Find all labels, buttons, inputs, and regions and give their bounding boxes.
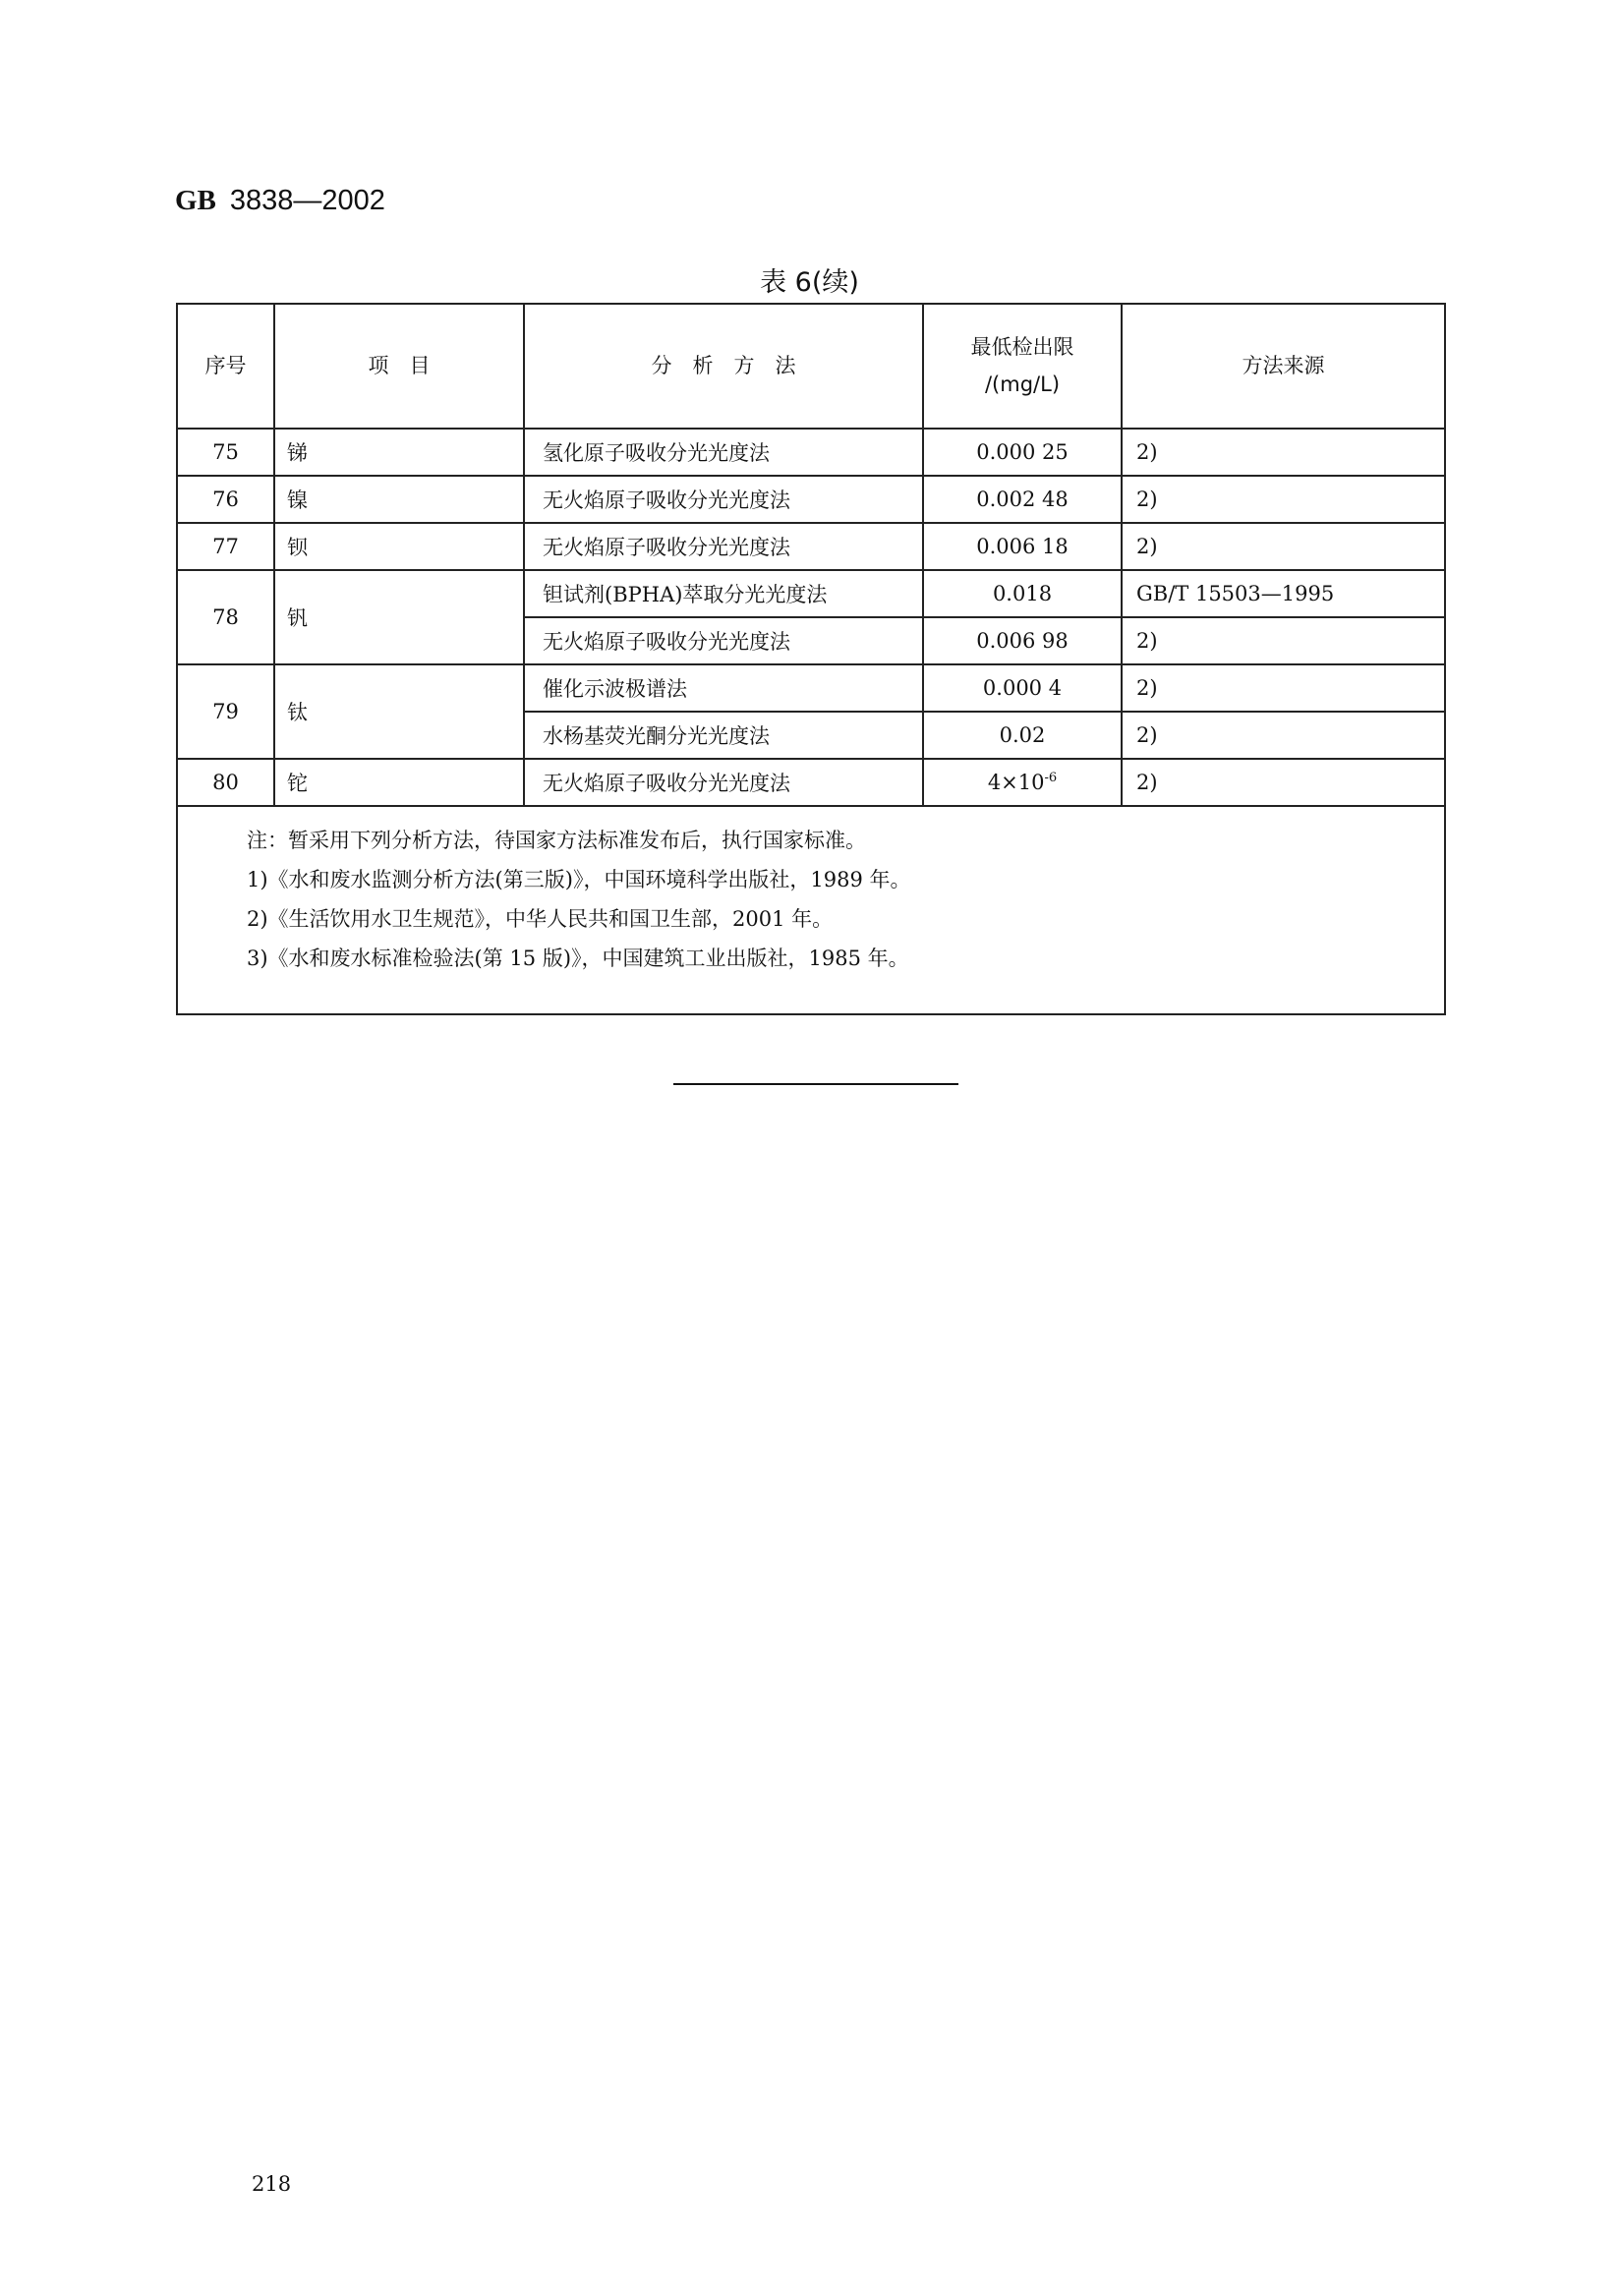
- limit-exponent: -6: [1044, 771, 1058, 785]
- cell-item: 钡: [274, 523, 524, 570]
- cell-method: 氢化原子吸收分光光度法: [524, 429, 923, 476]
- note-line: 2)《生活饮用水卫生规范》，中华人民共和国卫生部，2001 年。: [247, 907, 834, 931]
- cell-no: 78: [177, 570, 274, 664]
- table-notes: [177, 806, 1445, 1014]
- cell-source: GB/T 15503—1995: [1122, 570, 1445, 617]
- header-source: 方法来源: [1122, 304, 1445, 429]
- standard-number: 3838—2002: [229, 185, 385, 216]
- cell-method: 无火焰原子吸收分光光度法: [524, 523, 923, 570]
- cell-method: 水杨基荧光酮分光光度法: [524, 712, 923, 759]
- cell-method: 无火焰原子吸收分光光度法: [524, 759, 923, 806]
- table-row: [177, 759, 1445, 806]
- cell-item: 锑: [274, 429, 524, 476]
- header-method: 分 析 方 法: [524, 304, 923, 429]
- cell-item: 铊: [274, 759, 524, 806]
- header-item: 项 目: [274, 304, 524, 429]
- table-row: [177, 429, 1445, 476]
- cell-limit: 0.02: [923, 712, 1122, 759]
- table-row: [177, 476, 1445, 523]
- header-no: 序号: [177, 304, 274, 429]
- cell-limit: 0.000 4: [923, 664, 1122, 712]
- cell-method: 催化示波极谱法: [524, 664, 923, 712]
- limit-base: 4×10: [987, 771, 1045, 794]
- table-row: [177, 570, 1445, 617]
- header-limit-line1: 最低检出限: [970, 334, 1074, 359]
- cell-source: 2): [1122, 664, 1445, 712]
- cell-source: 2): [1122, 476, 1445, 523]
- cell-source: 2): [1122, 759, 1445, 806]
- cell-method: 无火焰原子吸收分光光度法: [524, 617, 923, 664]
- note-line: 1)《水和废水监测分析方法(第三版)》，中国环境科学出版社，1989 年。: [247, 868, 911, 891]
- cell-method: 钽试剂(BPHA)萃取分光光度法: [524, 570, 923, 617]
- cell-limit: 0.006 18: [923, 523, 1122, 570]
- cell-source: 2): [1122, 617, 1445, 664]
- cell-limit: 0.018: [923, 570, 1122, 617]
- table-header-row: [177, 304, 1445, 429]
- note-line: 注：暂采用下列分析方法，待国家方法标准发布后，执行国家标准。: [247, 829, 866, 852]
- standard-prefix: GB: [175, 185, 216, 216]
- cell-limit: [923, 759, 1122, 806]
- cell-item: 镍: [274, 476, 524, 523]
- table-caption: 表 6(续): [760, 267, 859, 298]
- header-limit-line2: /(mg/L): [984, 372, 1061, 396]
- cell-no: 77: [177, 523, 274, 570]
- cell-item: 钛: [274, 664, 524, 759]
- cell-source: 2): [1122, 523, 1445, 570]
- notes-row: [177, 806, 1445, 1014]
- note-line: 3)《水和废水标准检验法(第 15 版)》，中国建筑工业出版社，1985 年。: [247, 947, 909, 970]
- header-limit: [923, 304, 1122, 429]
- table-row: [177, 664, 1445, 712]
- analysis-methods-table: [176, 303, 1444, 1015]
- cell-no: 80: [177, 759, 274, 806]
- page-number: 218: [252, 2172, 292, 2196]
- table-row: [177, 523, 1445, 570]
- cell-method: 无火焰原子吸收分光光度法: [524, 476, 923, 523]
- cell-limit: 0.000 25: [923, 429, 1122, 476]
- end-rule: [673, 1083, 958, 1085]
- cell-source: 2): [1122, 429, 1445, 476]
- cell-no: 75: [177, 429, 274, 476]
- document-header: [175, 185, 385, 217]
- cell-no: 76: [177, 476, 274, 523]
- cell-limit: 0.006 98: [923, 617, 1122, 664]
- cell-limit: 0.002 48: [923, 476, 1122, 523]
- cell-no: 79: [177, 664, 274, 759]
- cell-item: 钒: [274, 570, 524, 664]
- cell-source: 2): [1122, 712, 1445, 759]
